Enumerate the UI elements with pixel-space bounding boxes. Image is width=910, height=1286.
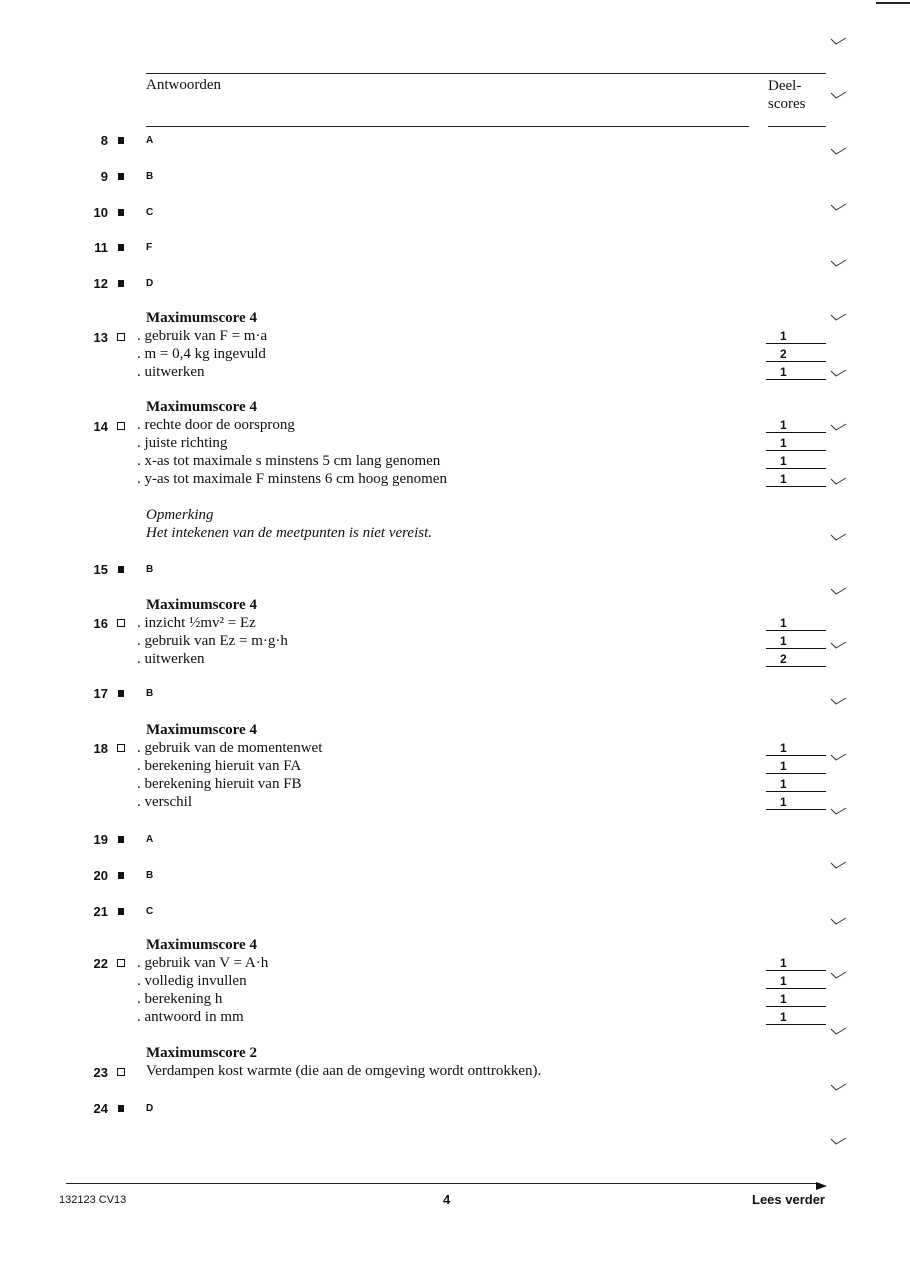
open-question-marker <box>117 959 125 967</box>
continue-label: Lees verder <box>752 1192 825 1207</box>
question-number: 10 <box>93 205 108 220</box>
mc-answer: C <box>146 906 154 917</box>
partial-score: 1 <box>766 759 826 774</box>
header-bottom-rule <box>146 126 749 127</box>
scoring-criterion: . antwoord in mm <box>137 1009 244 1025</box>
scoring-criterion: . gebruik van F = m·a <box>137 328 268 344</box>
check-mark-icon <box>830 532 848 542</box>
question-number: 9 <box>100 169 108 184</box>
check-mark-icon <box>830 860 848 870</box>
scoring-criterion: . uitwerken <box>137 364 205 380</box>
partial-score: 1 <box>766 616 826 631</box>
partial-score: 1 <box>766 436 826 451</box>
closed-question-marker <box>118 280 124 287</box>
partial-score: 1 <box>766 472 826 487</box>
partial-score: 1 <box>766 956 826 971</box>
scores-header-rule <box>768 126 826 127</box>
scores-heading-line1: Deel- <box>768 78 802 94</box>
scoring-criterion: . gebruik van V = A·h <box>137 955 269 971</box>
scoring-criterion: . berekening hieruit van FA <box>137 758 302 774</box>
question-number: 17 <box>93 686 108 701</box>
partial-score: 2 <box>766 347 826 362</box>
mc-answer: D <box>146 1103 154 1114</box>
scoring-criterion: . gebruik van de momentenwet <box>137 740 323 756</box>
closed-question-marker <box>118 872 124 879</box>
check-mark-icon <box>830 312 848 322</box>
question-number: 18 <box>93 741 108 756</box>
scoring-criterion: . m = 0,4 kg ingevuld <box>137 346 266 362</box>
answers-heading: Antwoorden <box>146 77 221 93</box>
open-question-marker <box>117 333 125 341</box>
partial-score: 1 <box>766 418 826 433</box>
scoring-criterion: . berekening h <box>137 991 223 1007</box>
max-score-label: Maximumscore 4 <box>146 937 257 953</box>
closed-question-marker <box>118 137 124 144</box>
mc-answer: B <box>146 564 154 575</box>
question-number: 13 <box>93 330 108 345</box>
check-mark-icon <box>830 696 848 706</box>
page-edge-mark <box>876 2 910 4</box>
exam-code: 132123 CV13 <box>59 1194 127 1206</box>
closed-question-marker <box>118 836 124 843</box>
question-number: 21 <box>93 904 108 919</box>
open-question-marker <box>117 744 125 752</box>
mc-answer: A <box>146 135 154 146</box>
question-number: 19 <box>93 832 108 847</box>
note-title: Opmerking <box>146 507 214 523</box>
answer-text: Verdampen kost warmte (die aan de omgeving wordt onttrokken). <box>146 1063 542 1079</box>
closed-question-marker <box>118 690 124 697</box>
partial-score: 1 <box>766 741 826 756</box>
mc-answer: B <box>146 171 154 182</box>
mc-answer: B <box>146 688 154 699</box>
scoring-criterion: . inzicht ½mv² = Ez <box>137 615 256 631</box>
question-number: 22 <box>93 956 108 971</box>
check-mark-icon <box>830 422 848 432</box>
check-mark-icon <box>830 916 848 926</box>
check-mark-icon <box>830 1026 848 1036</box>
mc-answer: D <box>146 278 154 289</box>
max-score-label: Maximumscore 4 <box>146 399 257 415</box>
check-mark-icon <box>830 586 848 596</box>
max-score-label: Maximumscore 2 <box>146 1045 257 1061</box>
max-score-label: Maximumscore 4 <box>146 597 257 613</box>
check-mark-icon <box>830 90 848 100</box>
partial-score: 1 <box>766 365 826 380</box>
check-mark-icon <box>830 368 848 378</box>
check-mark-icon <box>830 1136 848 1146</box>
check-mark-icon <box>830 476 848 486</box>
question-number: 8 <box>100 133 108 148</box>
closed-question-marker <box>118 566 124 573</box>
footer-rule <box>66 1183 820 1184</box>
open-question-marker <box>117 619 125 627</box>
question-number: 24 <box>93 1101 108 1116</box>
note-text: Het intekenen van de meetpunten is niet vereist. <box>146 525 433 541</box>
header-top-rule <box>146 73 826 74</box>
question-number: 16 <box>93 616 108 631</box>
closed-question-marker <box>118 908 124 915</box>
check-mark-icon <box>830 202 848 212</box>
question-number: 23 <box>93 1065 108 1080</box>
partial-score: 1 <box>766 634 826 649</box>
arrow-right-icon <box>816 1178 828 1188</box>
mc-answer: B <box>146 870 154 881</box>
scoring-criterion: . volledig invullen <box>137 973 247 989</box>
partial-score: 2 <box>766 652 826 667</box>
max-score-label: Maximumscore 4 <box>146 310 257 326</box>
partial-score: 1 <box>766 329 826 344</box>
partial-score: 1 <box>766 795 826 810</box>
open-question-marker <box>117 1068 125 1076</box>
partial-score: 1 <box>766 992 826 1007</box>
scores-heading-line2: scores <box>768 96 806 112</box>
scoring-criterion: . x-as tot maximale s minstens 5 cm lang genomen <box>137 453 441 469</box>
mc-answer: F <box>146 242 153 253</box>
scoring-criterion: . y-as tot maximale F minstens 6 cm hoog genomen <box>137 471 447 487</box>
check-mark-icon <box>830 258 848 268</box>
closed-question-marker <box>118 1105 124 1112</box>
check-mark-icon <box>830 806 848 816</box>
closed-question-marker <box>118 244 124 251</box>
scoring-criterion: . uitwerken <box>137 651 205 667</box>
scoring-criterion: . gebruik van Ez = m·g·h <box>137 633 288 649</box>
question-number: 11 <box>94 240 108 255</box>
closed-question-marker <box>118 209 124 216</box>
mc-answer: A <box>146 834 154 845</box>
open-question-marker <box>117 422 125 430</box>
scoring-criterion: . berekening hieruit van FB <box>137 776 302 792</box>
closed-question-marker <box>118 173 124 180</box>
partial-score: 1 <box>766 1010 826 1025</box>
page-number: 4 <box>443 1192 451 1207</box>
check-mark-icon <box>830 640 848 650</box>
partial-score: 1 <box>766 454 826 469</box>
scoring-criterion: . rechte door de oorsprong <box>137 417 295 433</box>
mc-answer: C <box>146 207 154 218</box>
question-number: 12 <box>93 276 108 291</box>
check-mark-icon <box>830 146 848 156</box>
check-mark-icon <box>830 752 848 762</box>
check-mark-icon <box>830 36 848 46</box>
scoring-criterion: . juiste richting <box>137 435 228 451</box>
check-mark-icon <box>830 970 848 980</box>
question-number: 14 <box>93 419 108 434</box>
max-score-label: Maximumscore 4 <box>146 722 257 738</box>
scoring-criterion: . verschil <box>137 794 192 810</box>
question-number: 15 <box>93 562 108 577</box>
partial-score: 1 <box>766 777 826 792</box>
check-mark-icon <box>830 1082 848 1092</box>
question-number: 20 <box>93 868 108 883</box>
partial-score: 1 <box>766 974 826 989</box>
